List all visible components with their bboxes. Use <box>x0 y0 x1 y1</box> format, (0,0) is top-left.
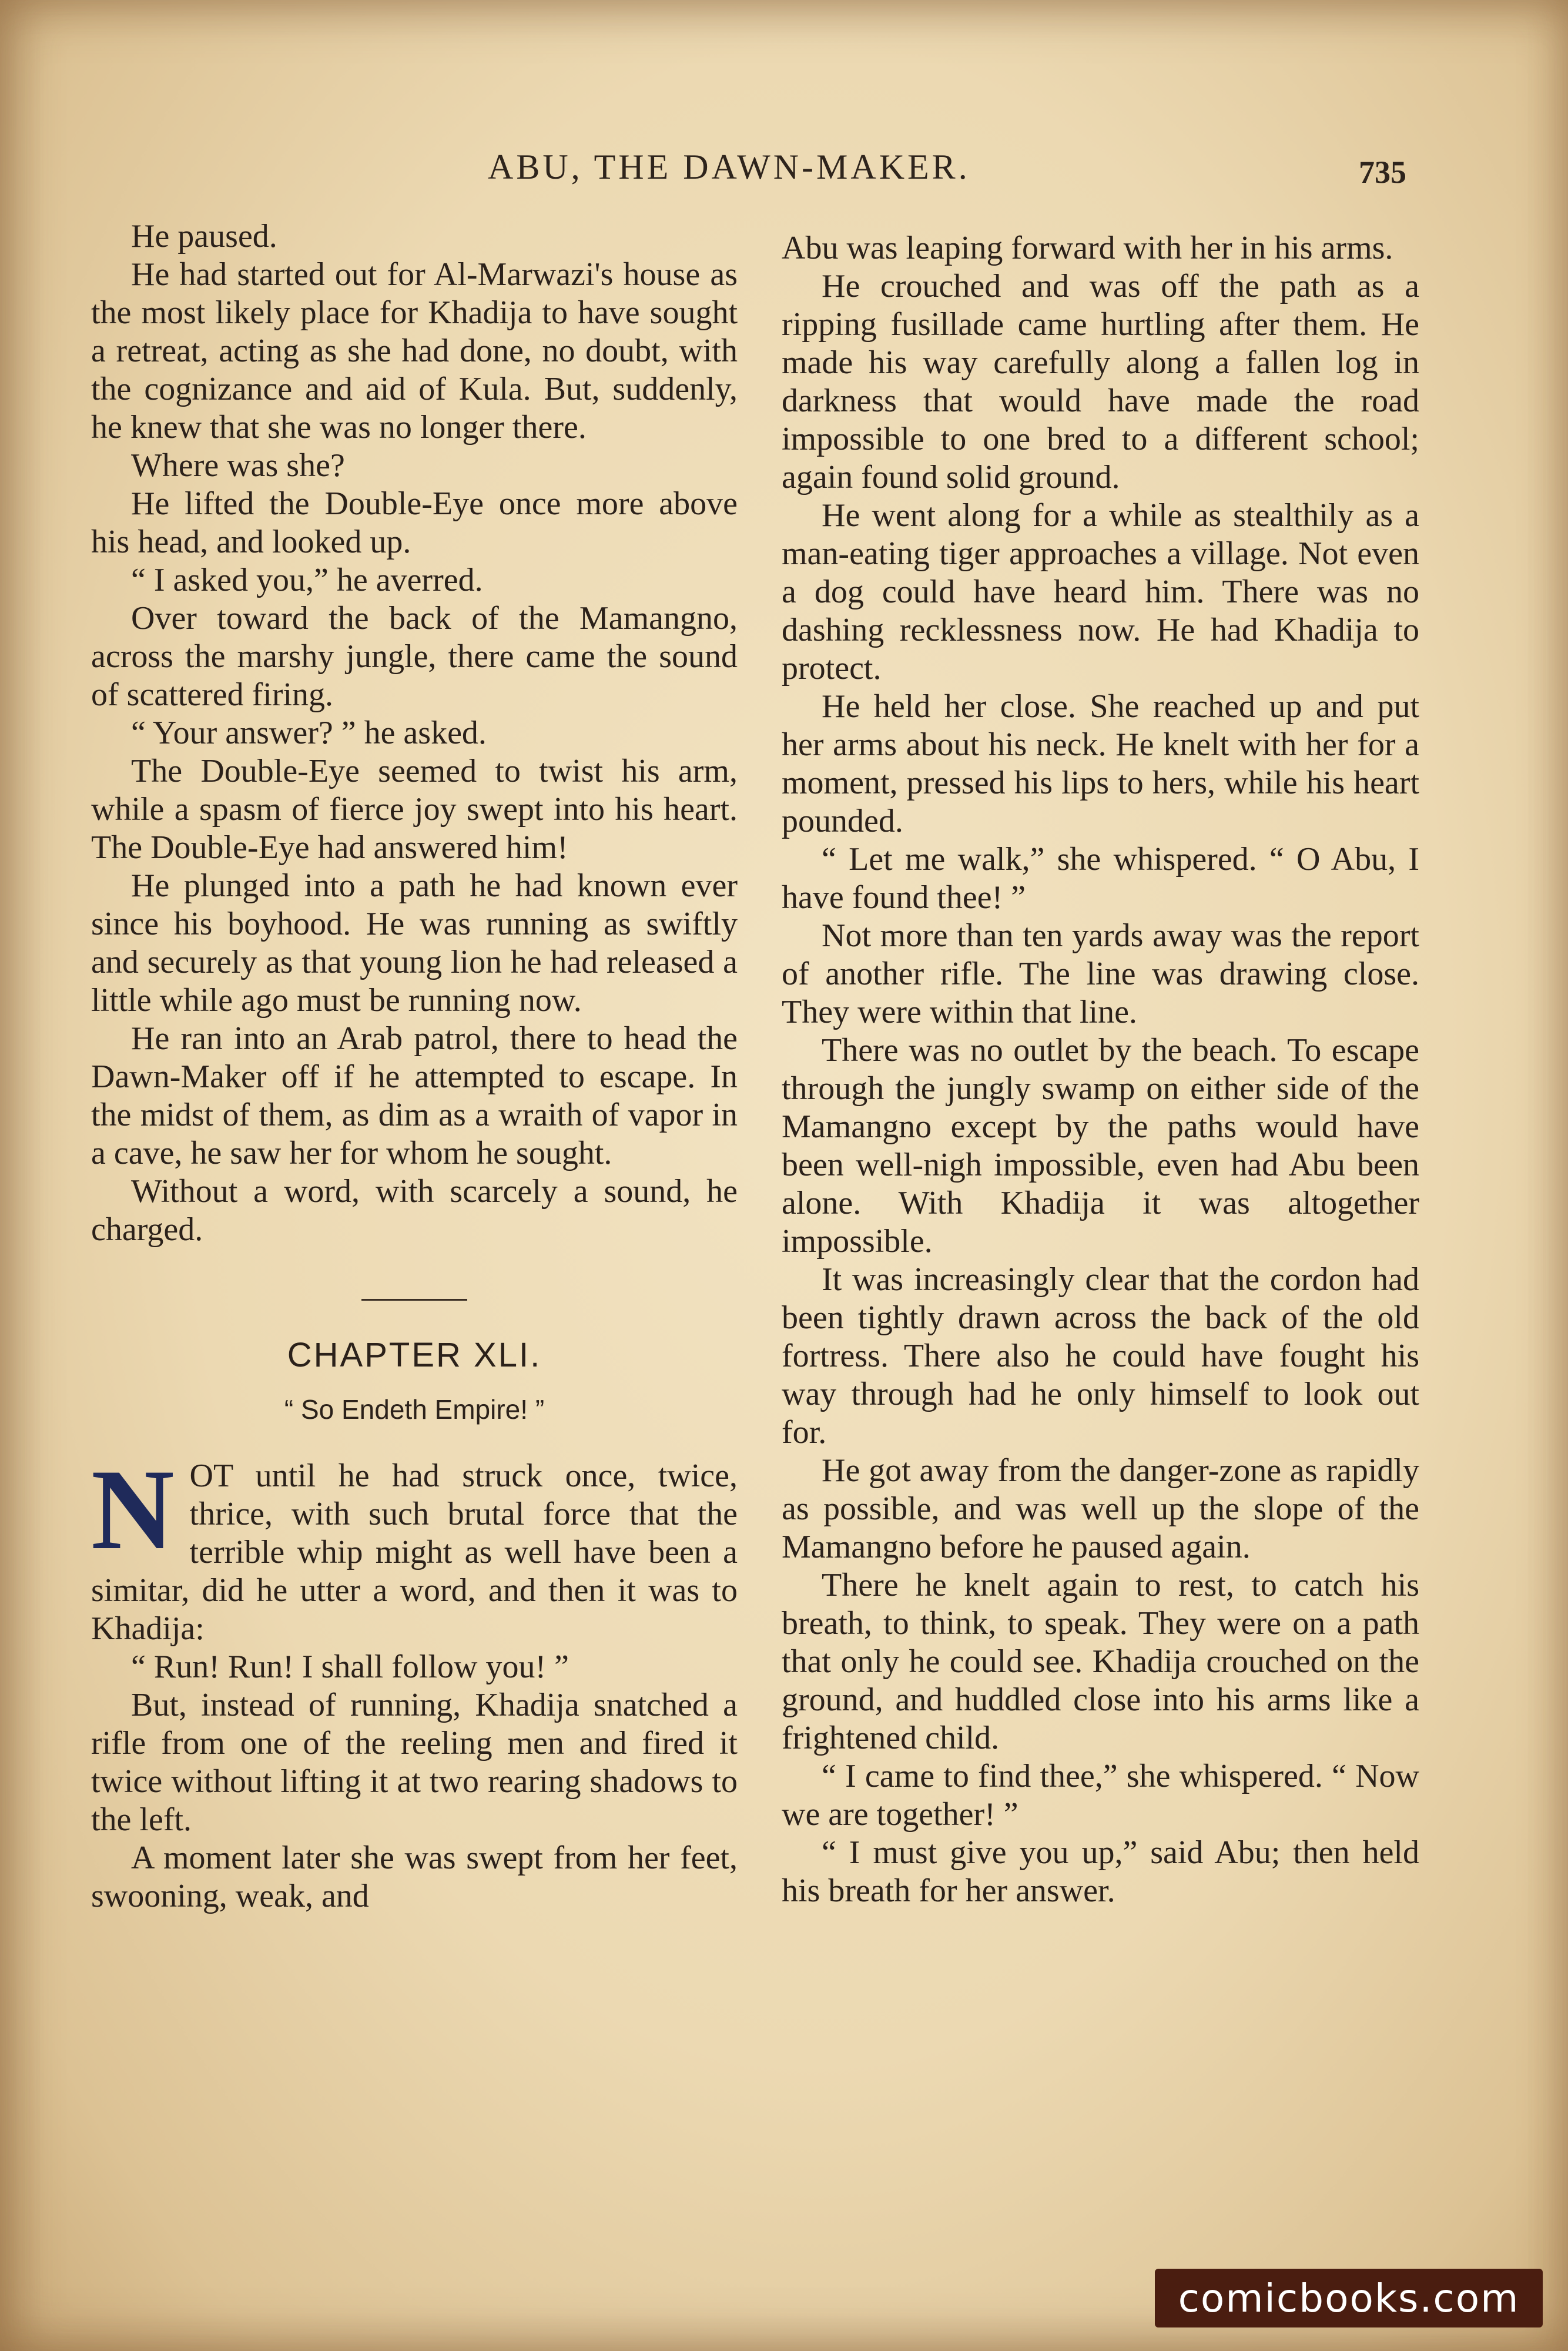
paragraph: “ I came to find thee,” she whispered. “ Now we are together! ” <box>782 1758 1419 1833</box>
paragraph: “ Your answer? ” he asked. <box>131 715 487 751</box>
paragraph: He paused. <box>131 218 277 254</box>
paragraph: There was no outlet by the beach. To escape through the jungly swamp on either side of the Mamangno except by the paths would have been well-nigh impossible, even had Abu been alone. With Khadija it was altogether impossible. <box>782 1032 1419 1260</box>
paragraph: He plunged into a path he had known ever since his boyhood. He was running as swiftly and securely as that young lion he had released a little while ago must be running now. <box>91 868 738 1019</box>
left-column-closing-paragraphs <box>91 1648 738 1915</box>
running-title: ABU, THE DAWN-MAKER. <box>488 148 970 186</box>
paragraph: It was increasingly clear that the cordon had been tightly drawn across the back of the old fortress. There also he could have fought his way through had he only himself to look out for. <box>782 1261 1419 1451</box>
page-number: 735 <box>1359 155 1406 190</box>
chapter-opening-paragraph <box>91 1446 738 1648</box>
paragraph: Where was she? <box>131 447 345 484</box>
paragraph: Over toward the back of the Mamangno, across the marshy jungle, there came the sound of scattered firing. <box>91 600 738 713</box>
chapter-divider-rule <box>361 1299 467 1301</box>
paragraph: But, instead of running, Khadija snatched a rifle from one of the reeling men and fired it twice without lifting it at two rearing shadows to the left. <box>91 1687 738 1838</box>
paragraph: He lifted the Double-Eye once more above his head, and looked up. <box>91 485 738 560</box>
chapter-opening-text: OT until he had struck once, twice, thrice, with such brutal force that the terrible whip might as well have been a simitar, did he utter a word, and then it was to Khadija: <box>91 1458 738 1647</box>
paragraph: Not more than ten yards away was the report of another rifle. The line was drawing close. They were within that line. <box>782 917 1419 1030</box>
left-column-paragraphs <box>91 217 738 1249</box>
paragraph: “ Run! Run! I shall follow you! ” <box>131 1649 569 1685</box>
paragraph: He crouched and was off the path as a ripping fusillade came hurtling after them. He made his way carefully along a fallen log in darkness that would have made the road impossible to one bred to a different school; again found solid ground. <box>782 268 1419 495</box>
paragraph: He ran into an Arab patrol, there to head the Dawn-Maker off if he attempted to escape. In the midst of them, as dim as a wraith of vapor in a cave, he saw her for whom he sought. <box>91 1020 738 1171</box>
chapter-heading: CHAPTER XLI. <box>287 1336 542 1374</box>
paragraph: The Double-Eye seemed to twist his arm, while a spasm of fierce joy swept into his heart. The Double-Eye had answered him! <box>91 753 738 866</box>
chapter-subtitle: “ So Endeth Empire! ” <box>284 1394 545 1425</box>
drop-cap-letter: N <box>91 1446 175 1573</box>
right-column <box>782 229 1419 1910</box>
paragraph: There he knelt again to rest, to catch his breath, to think, to speak. They were on a path that only he could see. Khadija crouched on the ground, and huddled close into his arms like a frightened child. <box>782 1567 1419 1756</box>
paragraph: Without a word, with scarcely a sound, he charged. <box>91 1173 738 1248</box>
left-column <box>91 217 738 1915</box>
right-column-paragraphs <box>782 229 1419 1910</box>
paragraph: “ Let me walk,” she whispered. “ O Abu, I have found thee! ” <box>782 841 1419 916</box>
paragraph: “ I must give you up,” said Abu; then held his breath for her answer. <box>782 1834 1419 1909</box>
site-watermark: comicbooks.com <box>1155 2269 1543 2327</box>
paragraph: He had started out for Al-Marwazi's house as the most likely place for Khadija to have sought a retreat, acting as she had done, no doubt, with the cognizance and aid of Kula. But, suddenly, he knew that she was no longer there. <box>91 256 738 446</box>
paragraph: He got away from the danger-zone as rapidly as possible, and was well up the slope of the Mamangno before he paused again. <box>782 1452 1419 1565</box>
paragraph: A moment later she was swept from her feet, swooning, weak, and <box>91 1840 738 1914</box>
paragraph: “ I asked you,” he averred. <box>131 562 483 598</box>
paragraph: He went along for a while as stealthily as a man-eating tiger approaches a village. Not even a dog could have heard him. There was no dashing recklessness now. He had Khadija to protect. <box>782 497 1419 686</box>
paragraph: He held her close. She reached up and put her arms about his neck. He knelt with her for a moment, pressed his lips to hers, while his heart pounded. <box>782 688 1419 839</box>
paragraph: Abu was leaping forward with her in his arms. <box>782 230 1393 266</box>
